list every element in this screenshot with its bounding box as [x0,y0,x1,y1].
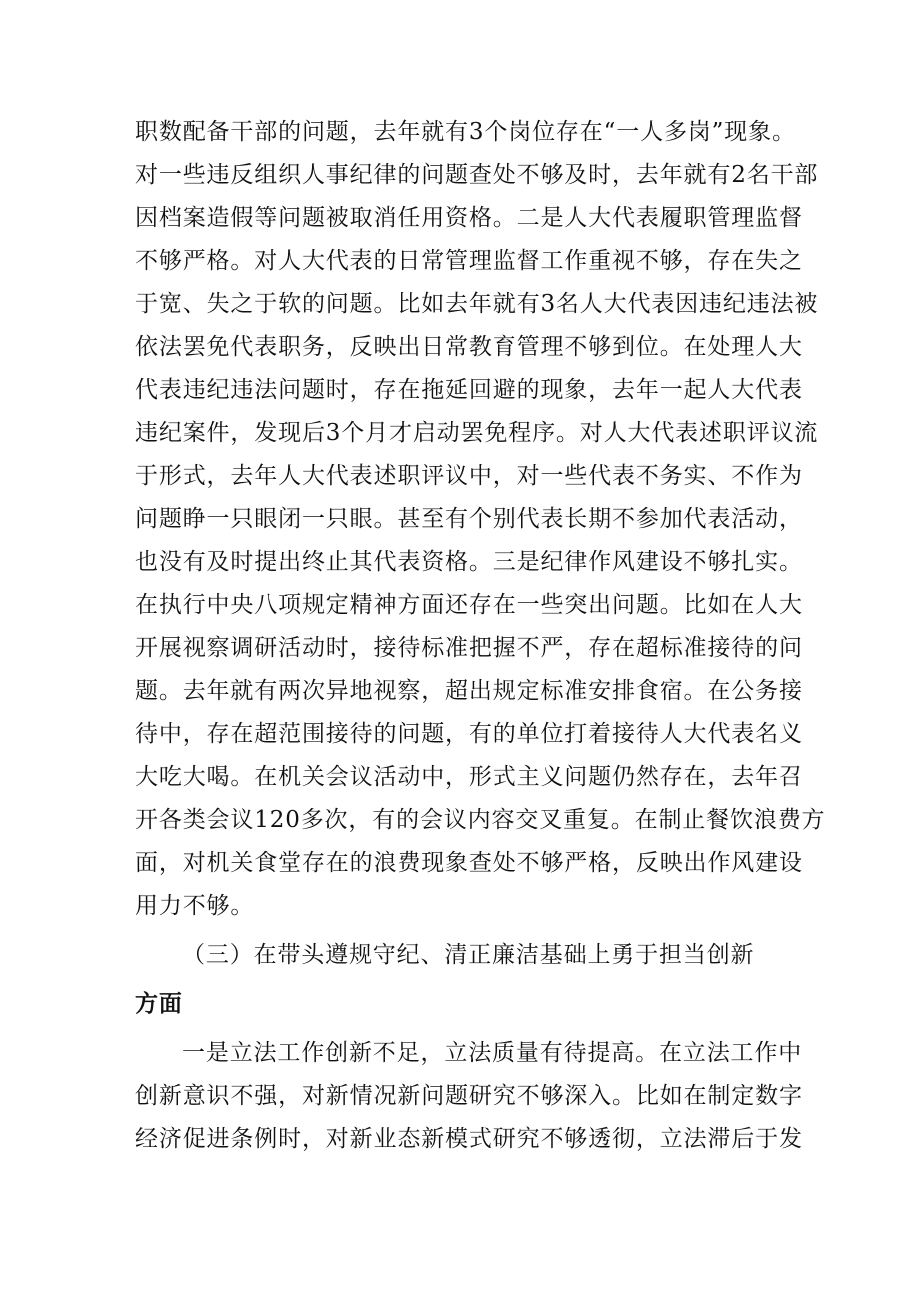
body-text-line: 不够严格。对人大代表的日常管理监督工作重视不够，存在失之 [135,248,803,274]
body-text-line: 依法罢免代表职务，反映出日常教育管理不够到位。在处理人大 [135,334,803,360]
body-text-line: 问题睁一只眼闭一只眼。甚至有个别代表长期不参加代表活动， [135,506,803,532]
paragraph-first-line: 一是立法工作创新不足，立法质量有待提高。在立法工作中 [182,1040,803,1066]
body-text-line: 大吃大喝。在机关会议活动中，形式主义问题仍然存在，去年召 [135,764,803,790]
body-text-line: 创新意识不强，对新情况新问题研究不够深入。比如在制定数字 [135,1083,803,1109]
body-text-line: 违纪案件，发现后3个月才启动罢免程序。对人大代表述职评议流 [135,420,819,446]
section-heading-continuation: 方面 [135,990,183,1017]
body-text-line: 也没有及时提出终止其代表资格。三是纪律作风建设不够扎实。 [135,549,803,575]
body-text-line: 用力不够。 [135,893,255,919]
body-text-line: 开各类会议120多次，有的会议内容交叉重复。在制止餐饮浪费方 [135,807,826,833]
body-text-line: 面，对机关食堂存在的浪费现象查处不够严格，反映出作风建设 [135,850,803,876]
body-text-line: 题。去年就有两次异地视察，超出规定标准安排食宿。在公务接 [135,678,803,704]
body-text-line: 经济促进条例时，对新业态新模式研究不够透彻，立法滞后于发 [135,1126,803,1152]
body-text-line: 代表违纪违法问题时，存在拖延回避的现象，去年一起人大代表 [135,377,803,403]
body-text-line: 职数配备干部的问题，去年就有3个岗位存在“一人多岗”现象。 [135,119,796,145]
body-text-line: 待中，存在超范围接待的问题，有的单位打着接待人大代表名义 [135,721,803,747]
body-text-line: 开展视察调研活动时，接待标准把握不严，存在超标准接待的问 [135,635,803,661]
body-text-line: 于宽、失之于软的问题。比如去年就有3名人大代表因违纪违法被 [135,291,819,317]
body-text-line: 因档案造假等问题被取消任用资格。二是人大代表履职管理监督 [135,205,803,231]
section-heading: （三）在带头遵规守纪、清正廉洁基础上勇于担当创新 [182,942,755,968]
body-text-line: 在执行中央八项规定精神方面还存在一些突出问题。比如在人大 [135,592,803,618]
body-text-line: 对一些违反组织人事纪律的问题查处不够及时，去年就有2名干部 [135,162,819,188]
body-text-line: 于形式，去年人大代表述职评议中，对一些代表不务实、不作为 [135,463,803,489]
